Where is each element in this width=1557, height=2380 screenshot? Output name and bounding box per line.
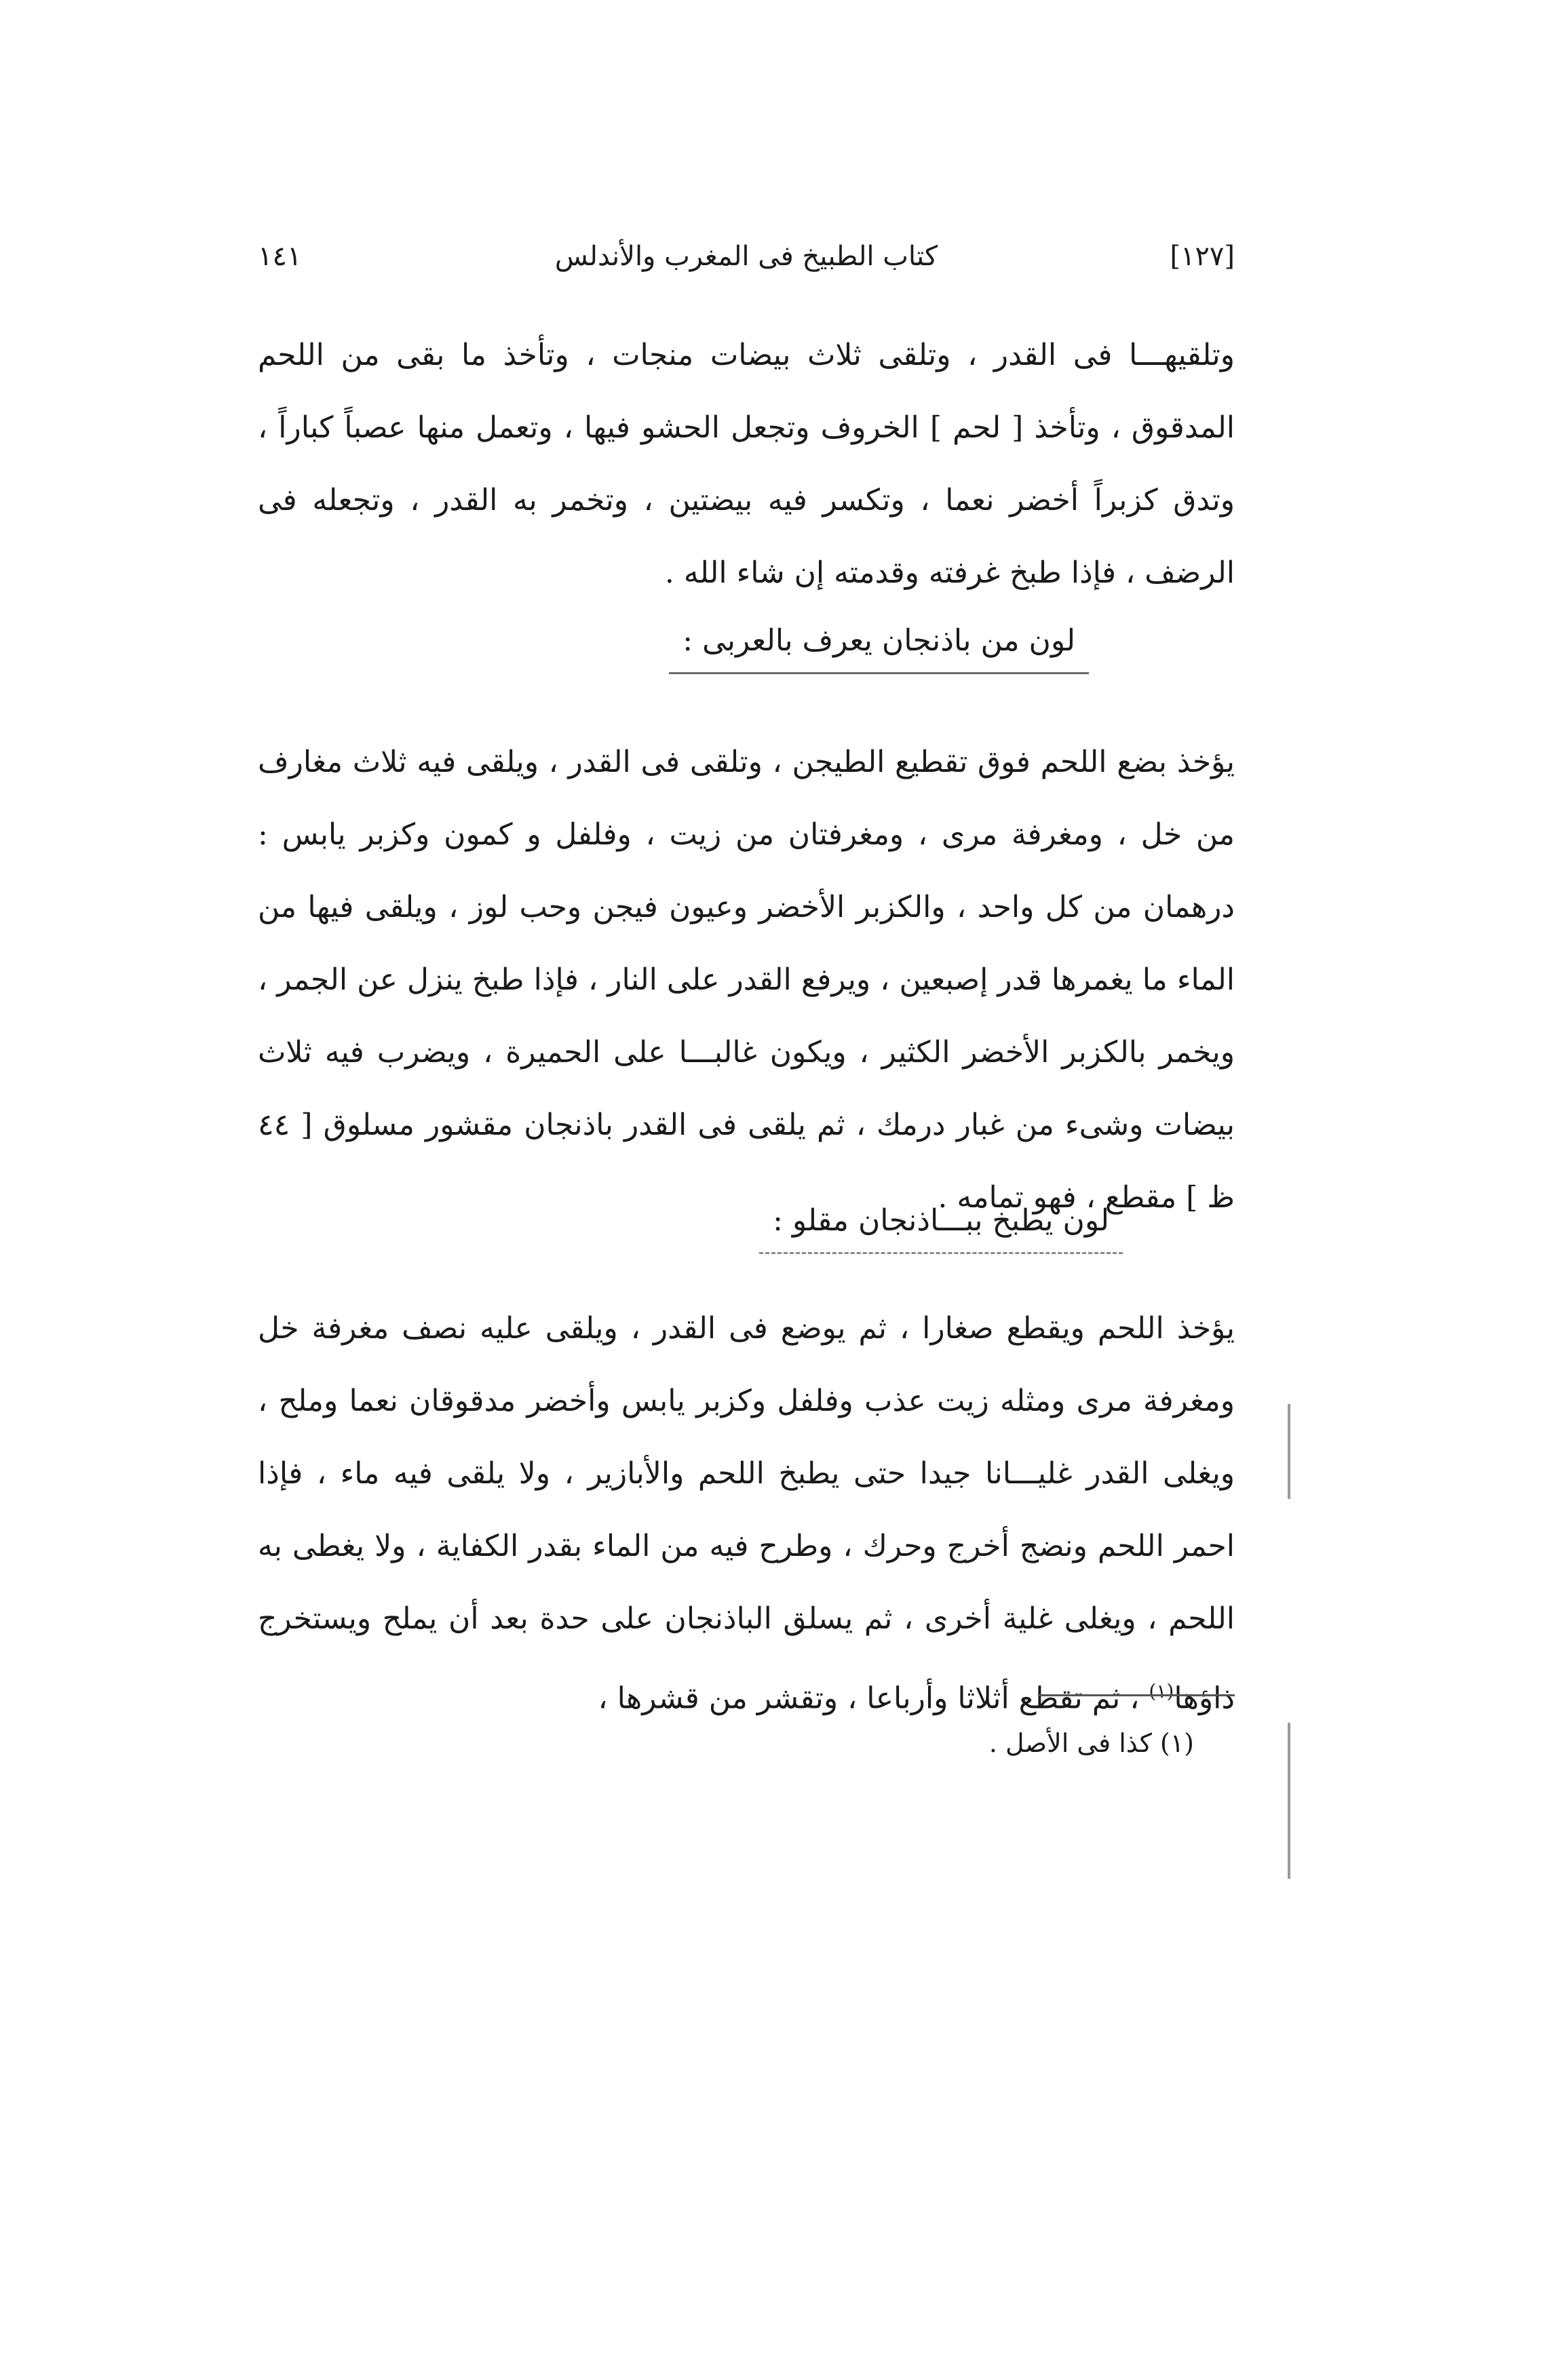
section-heading-2: لون يطبخ ببـــاذنجان مقلو : [759, 1194, 1123, 1254]
paragraph-3 [258, 1292, 1235, 1735]
page-number-bracketed: [١٢٧] [1170, 241, 1235, 272]
page-number-arabic: ١٤١ [258, 241, 302, 272]
paragraph-2: يؤخذ بضع اللحم فوق تقطيع الطيجن ، وتلقى فى القدر ، ويلقى فيه ثلاث مغارف من خل ، ومغرفة مرى ، ومغرفتان من زيت ، وفلفل و كمون وكزبر يابس : درهمان من كل واحد ، والكزبر الأخضر وعيون فيجن وحب لوز ، ويلقى فيها من الماء ما يغمرها قدر إصبعين ، ويرفع القدر على النار ، فإذا طبخ ينزل عن الجمر ، ويخمر بالكزبر الأخضر الكثير ، ويكون غالبـــا على الحميرة ، ويضرب فيه ثلاث بيضات وشىء من غبار درمك ، ثم يلقى فى القدر باذنجان مقشور مسلوق [ ٤٤ ظ ] مقطع ، فهو تمامه . [258, 745, 1235, 1215]
paragraph-3-text-b: ، ثم تقطع أثلاثا وأرباعا ، وتقشر من قشرها ، [598, 1681, 1149, 1716]
running-head [258, 241, 1235, 295]
footnote-marker: (١) [1149, 1680, 1174, 1702]
running-title: كتاب الطبيخ فى المغرب والأندلس [554, 241, 938, 272]
margin-edge-mark [1288, 1723, 1290, 1879]
margin-edge-mark [1288, 1404, 1290, 1499]
paragraph-1: وتلقيهـــا فى القدر ، وتلقى ثلاث بيضات منجات ، وتأخذ ما بقى من اللحم المدقوق ، وتأخذ [ لحم ] الخروف وتجعل الحشو فيها ، وتعمل منها عصباً كباراً ، وتدق كزبراً أخضر نعما ، وتكسر فيه بيضتين ، وتخمر به القدر ، وتجعله فى الرضف ، فإذا طبخ غرفته وقدمته إن شاء الله . [258, 338, 1235, 590]
footnote: (١) كذا فى الأصل . [988, 1728, 1194, 1758]
footnote-rule [1038, 1694, 1235, 1696]
section-heading-1: لون من باذنجان يعرف بالعربى : [669, 614, 1089, 674]
paragraph-3-text-a: يؤخذ اللحم ويقطع صغارا ، ثم يوضع فى القدر ، ويلقى عليه نصف مغرفة خل ومغرفة مرى ومثله زيت عذب وفلفل وكزبر يابس وأخضر مدقوقان نعما وملح ، ويغلى القدر غليـــانا جيدا حتى يطبخ اللحم والأبازير ، ولا يلقى فيه ماء ، فإذا احمر اللحم ونضج أخرج وحرك ، وطرح فيه من الماء بقدر الكفاية ، ولا يغطى به اللحم ، ويغلى غلية أخرى ، ثم يسلق الباذنجان على حدة بعد أن يملح ويستخرج ذاؤها [258, 1311, 1235, 1716]
